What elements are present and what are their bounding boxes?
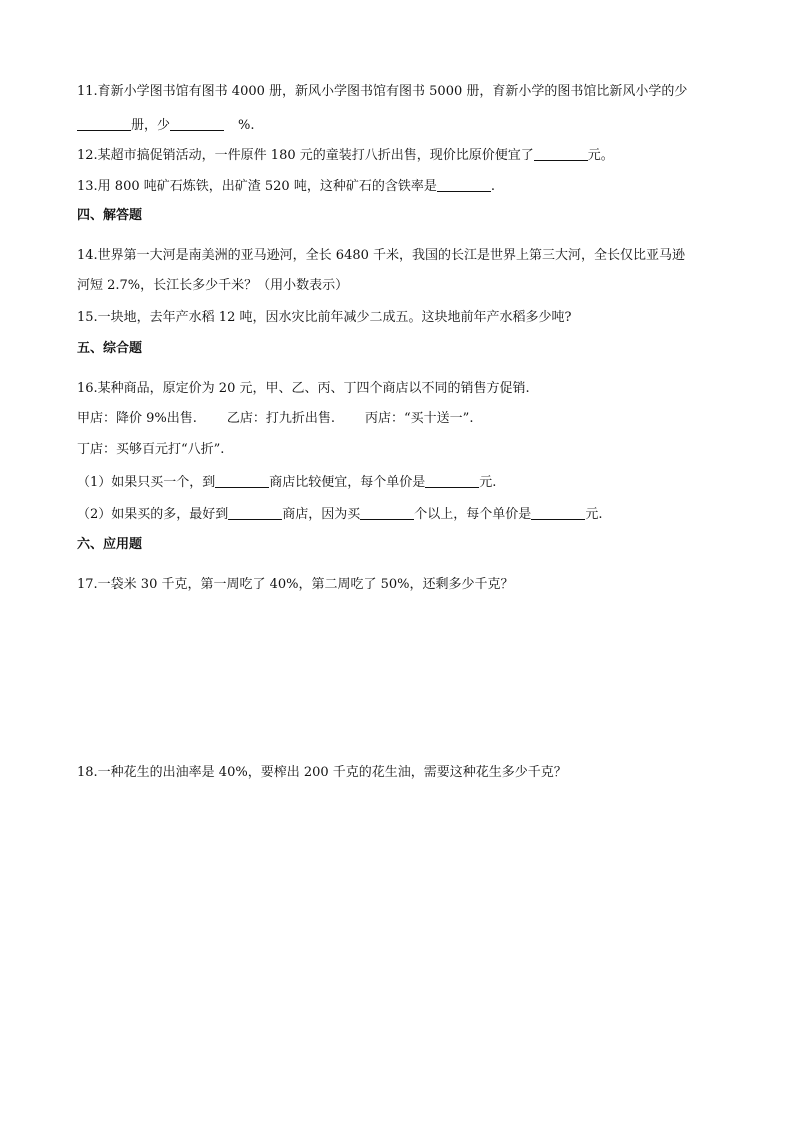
- part-2-text-b: 商店，因为买: [282, 507, 361, 522]
- part-1-text-a: （1）如果只买一个，到: [77, 475, 216, 490]
- answer-blank[interactable]: [531, 505, 585, 520]
- question-14-line-1: 14.世界第一大河是南美洲的亚马逊河，全长 6480 千米，我国的长江是世界上第三大河，全长仅比亚马逊: [77, 248, 686, 263]
- question-13-text: 13.用 800 吨矿石炼铁，出矿渣 520 吨，这种矿石的含铁率是: [77, 179, 437, 194]
- answer-blank[interactable]: [360, 505, 414, 520]
- question-16-part-2: [77, 505, 602, 524]
- question-12-unit: 元。: [587, 148, 614, 163]
- section-heading-6: 六、应用题: [77, 537, 143, 552]
- section-heading-5: 五、综合题: [77, 341, 143, 356]
- shop-d: 丁店：买够百元打“八折”.: [77, 442, 225, 457]
- question-16-line-1: 16.某种商品，原定价为 20 元，甲、乙、丙、丁四个商店以不同的销售方促销.: [77, 381, 530, 396]
- question-11-unit-2: %.: [238, 118, 255, 133]
- question-11-line-2: [77, 116, 255, 135]
- question-16-shops: [77, 410, 473, 428]
- shop-a: 甲店：降价 9%出售.: [77, 411, 197, 426]
- question-18: 18.一种花生的出油率是 40%，要榨出 200 千克的花生油，需要这种花生多少千克？: [77, 765, 567, 780]
- question-13-end: .: [490, 179, 495, 194]
- question-17: 17.一袋米 30 千克，第一周吃了 40%，第二周吃了 50%，还剩多少千克？: [77, 577, 514, 592]
- part-1-text-c: 元.: [479, 475, 497, 490]
- question-11-line-1: 11.育新小学图书馆有图书 4000 册，新风小学图书馆有图书 5000 册，育新小学的图书馆比新风小学的少: [77, 84, 688, 99]
- answer-blank[interactable]: [437, 177, 491, 192]
- question-16-part-1: [77, 473, 496, 492]
- part-2-text-c: 个以上，每个单价是: [414, 507, 532, 522]
- answer-blank[interactable]: [534, 146, 588, 161]
- question-14-line-2: 河短 2.7%，长江长多少千米？（用小数表示）: [77, 278, 349, 293]
- answer-blank[interactable]: [77, 116, 131, 131]
- question-13: [77, 177, 495, 196]
- shop-c: 丙店：“买十送一”.: [365, 411, 474, 426]
- part-2-text-d: 元.: [585, 507, 603, 522]
- part-1-text-b: 商店比较便宜，每个单价是: [269, 475, 426, 490]
- question-11-unit-1: 册，少: [131, 118, 171, 133]
- question-12-text: 12.某超市搞促销活动，一件原件 180 元的童装打八折出售，现价比原价便宜了: [77, 148, 534, 163]
- answer-blank[interactable]: [425, 473, 479, 488]
- question-15: 15.一块地，去年产水稻 12 吨，因水灾比前年减少二成五。这块地前年产水稻多少吨?: [77, 310, 572, 325]
- part-2-text-a: （2）如果买的多，最好到: [77, 507, 229, 522]
- answer-blank[interactable]: [170, 116, 224, 131]
- answer-blank[interactable]: [215, 473, 269, 488]
- shop-b: 乙店：打九折出售.: [226, 411, 336, 426]
- question-12: [77, 146, 614, 165]
- section-heading-4: 四、解答题: [77, 208, 143, 223]
- answer-blank[interactable]: [228, 505, 282, 520]
